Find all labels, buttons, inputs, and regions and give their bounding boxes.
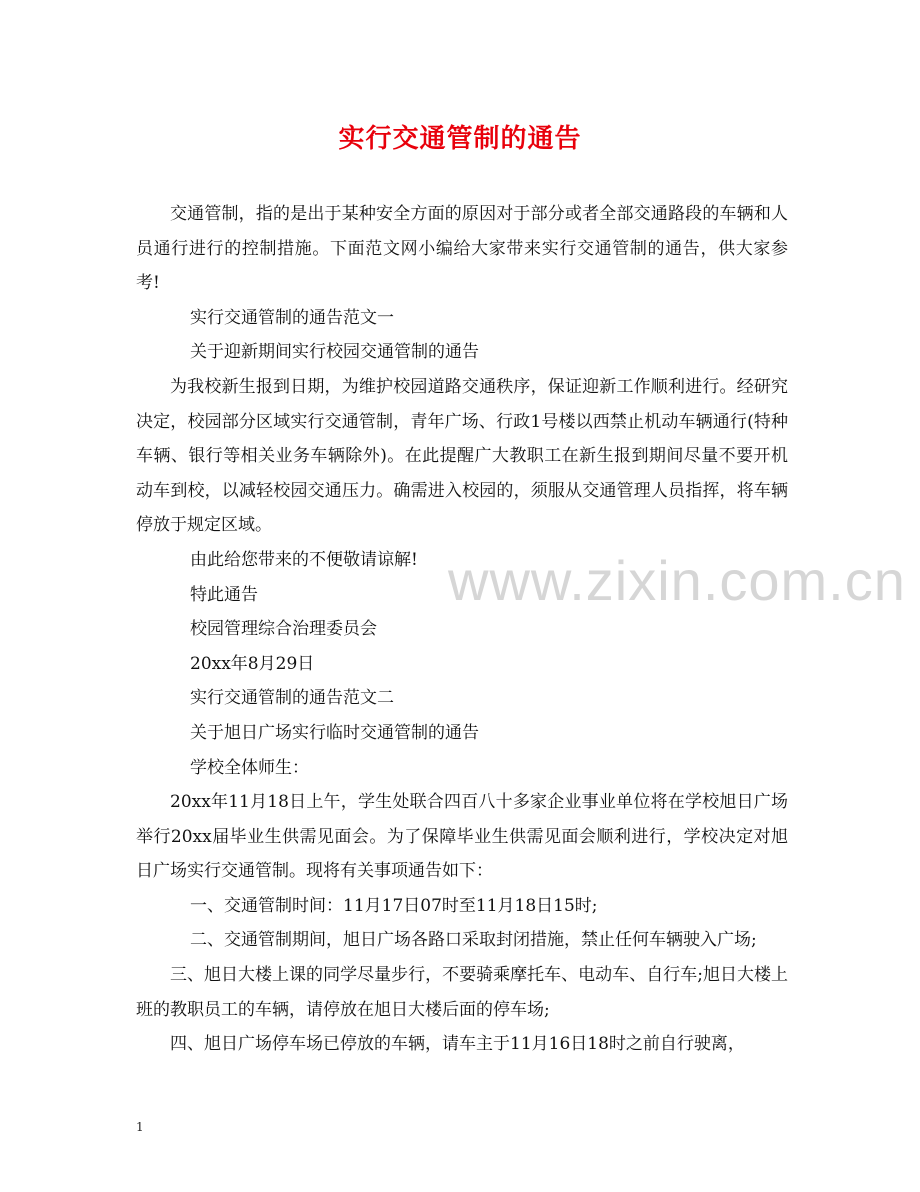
apology-line: 由此给您带来的不便敬请谅解!: [190, 549, 418, 570]
item-two: 二、交通管制期间，旭日广场各路口采取封闭措施，禁止任何车辆驶入广场;: [190, 930, 757, 951]
notice-closing: 特此通告: [190, 584, 258, 605]
salutation: 学校全体师生：: [190, 757, 309, 778]
notice-two-body: 20xx年11月18日上午，学生处联合四百八十多家企业事业单位将在学校旭日广场举行20xx届毕业生供需见面会。为了保障毕业生供需见面会顺利进行，学校决定对旭日广场实行交通管制。现将有关事项通告如下：: [136, 792, 788, 882]
item-one: 一、交通管制时间：11月17日07时至11月18日15时;: [190, 895, 598, 916]
section-heading-two: 实行交通管制的通告范文二: [190, 688, 394, 709]
watermark-logo: www.zixin.com.cn: [448, 549, 906, 612]
intro-paragraph: 交通管制，指的是出于某种安全方面的原因对于部分或者全部交通路段的车辆和人员通行进行的控制措施。下面范文网小编给大家带来实行交通管制的通告，供大家参考!: [136, 204, 788, 294]
issuer-name: 校园管理综合治理委员会: [190, 619, 377, 640]
notice-title-one: 关于迎新期间实行校园交通管制的通告: [190, 342, 479, 363]
issue-date: 20xx年8月29日: [190, 653, 315, 674]
item-four: 四、旭日广场停车场已停放的车辆，请车主于11月16日18时之前自行驶离，: [170, 1034, 745, 1055]
section-heading-one: 实行交通管制的通告范文一: [190, 307, 394, 328]
notice-one-body: 为我校新生报到日期，为维护校园道路交通秩序，保证迎新工作顺利进行。经研究决定，校园部分区域实行交通管制，青年广场、行政1号楼以西禁止机动车辆通行(特种车辆、银行等相关业务车辆除外)。在此提醒广大教职工在新生报到期间尽量不要开机动车到校，以减轻校园交通压力。确需进入校园的，须服从交通管理人员指挥，将车辆停放于规定区域。: [136, 376, 788, 536]
document-body: [136, 197, 788, 1062]
notice-title-two: 关于旭日广场实行临时交通管制的通告: [190, 722, 479, 743]
item-three: 三、旭日大楼上课的同学尽量步行，不要骑乘摩托车、电动车、自行车;旭日大楼上班的教职员工的车辆，请停放在旭日大楼后面的停车场;: [136, 965, 788, 1020]
page-number: 1: [136, 1120, 144, 1134]
document-title: 实行交通管制的通告: [338, 124, 582, 154]
